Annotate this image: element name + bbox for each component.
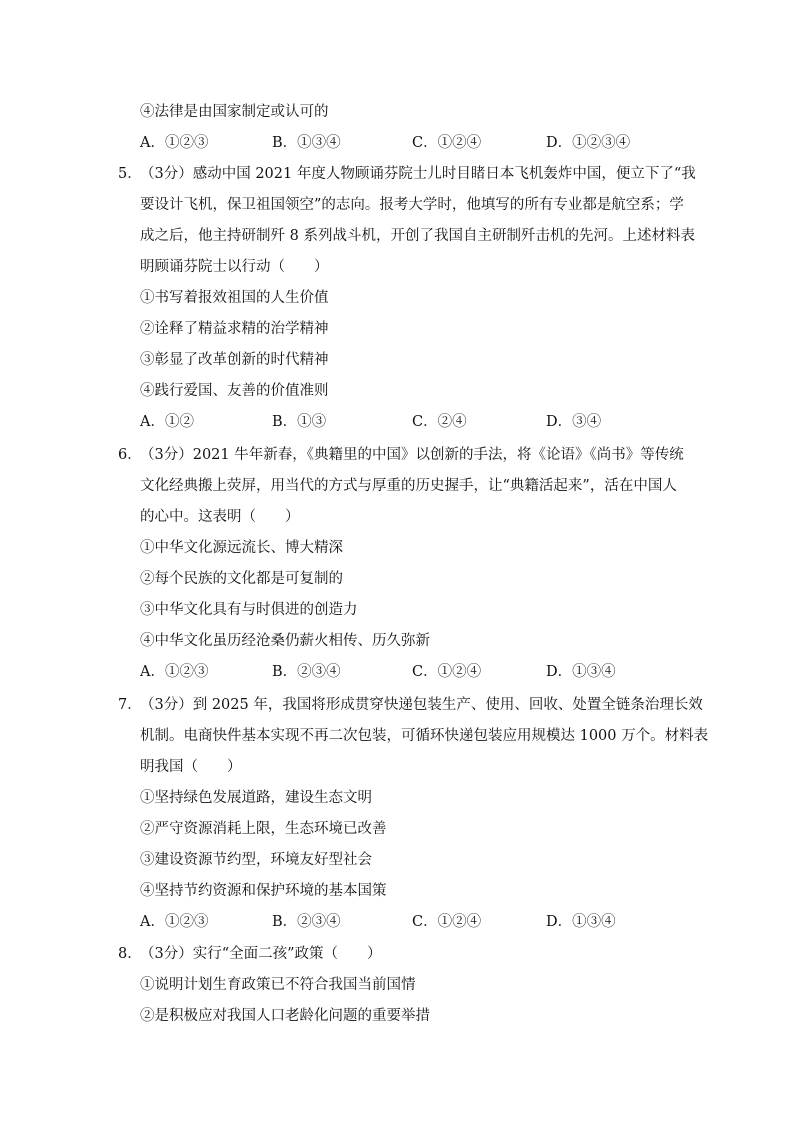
q4-choice-d: D．①②③④ <box>546 135 631 151</box>
q5-stem-line-4: 明顾诵芬院士以行动（ ） <box>140 259 329 275</box>
q5-number: 5． <box>118 166 142 182</box>
q5-option-3: ③彰显了改革创新的时代精神 <box>140 352 329 368</box>
q8-number: 8． <box>118 946 142 962</box>
q5-stem-line-1: 5． （3分）感动中国 2021 年度人物顾诵芬院士儿时目睹日本飞机轰炸中国，便立下了“我 <box>0 159 794 190</box>
q7-stem-line-1: 7． （3分）到 2025 年，我国将形成贯穿快递包装生产、使用、回收、处置全链条治理长效 <box>0 690 794 721</box>
q8-stem-line-1: 8． （3分）实行“全面二孩”政策（ ） <box>0 939 794 970</box>
q7-choice-c: C．①②④ <box>412 914 482 930</box>
q7-choice-b: B．②③④ <box>272 914 341 930</box>
q5-choice-d: D．③④ <box>546 414 602 430</box>
q7-option-3: ③建设资源节约型，环境友好型社会 <box>140 852 372 868</box>
q5-choice-a: A．①② <box>140 414 194 430</box>
q7-stem-line-2: 机制。电商快件基本实现不再二次包装，可循环快递包装应用规模达 1000 万个。材料表 <box>140 728 709 744</box>
q7-choice-a: A．①②③ <box>140 914 209 930</box>
q4-choice-c: C．①②④ <box>412 135 482 151</box>
q7-number: 7． <box>118 697 142 713</box>
q4-choice-b: B．①③④ <box>272 135 341 151</box>
q6-option-3: ③中华文化具有与时俱进的创造力 <box>140 602 358 618</box>
q4-choices <box>0 128 794 159</box>
q8-option-2: ②是积极应对我国人口老龄化问题的重要举措 <box>140 1008 430 1024</box>
q5-choices <box>0 407 794 438</box>
q6-option-1: ①中华文化源远流长、博大精深 <box>140 540 343 556</box>
q6-choice-c: C．①②④ <box>412 664 482 680</box>
q5-option-4: ④践行爱国、友善的价值准则 <box>140 383 329 399</box>
q4-choice-a: A．①②③ <box>140 135 209 151</box>
q5-option-1: ①书写着报效祖国的人生价值 <box>140 290 329 306</box>
q5-choice-c: C．②④ <box>412 414 467 430</box>
q7-stem-line-3: 明我国（ ） <box>140 759 242 775</box>
q6-option-2: ②每个民族的文化都是可复制的 <box>140 571 343 587</box>
q6-choices <box>0 657 794 688</box>
q6-stem-line-3: 的心中。这表明（ ） <box>140 509 300 525</box>
q6-number: 6． <box>118 447 142 463</box>
q7-option-2: ②严守资源消耗上限，生态环境已改善 <box>140 821 387 837</box>
q5-choice-b: B．①③ <box>272 414 327 430</box>
q5-option-2: ②诠释了精益求精的治学精神 <box>140 321 329 337</box>
q8-option-1: ①说明计划生育政策已不符合我国当前国情 <box>140 977 416 993</box>
q6-choice-d: D．①③④ <box>546 664 616 680</box>
q7-choices <box>0 907 794 938</box>
q7-choice-d: D．①③④ <box>546 914 616 930</box>
q4-option-4: ④法律是由国家制定或认可的 <box>140 104 329 120</box>
q6-choice-b: B．②③④ <box>272 664 341 680</box>
q5-stem-line-3: 成之后，他主持研制歼 8 系列战斗机，开创了我国自主研制歼击机的先河。上述材料表 <box>140 228 695 244</box>
q6-stem-line-2: 文化经典搬上荧屏，用当代的方式与厚重的历史握手，让“典籍活起来”，活在中国人 <box>140 478 677 494</box>
q7-option-1: ①坚持绿色发展道路，建设生态文明 <box>140 790 372 806</box>
q7-option-4: ④坚持节约资源和保护环境的基本国策 <box>140 883 387 899</box>
q6-choice-a: A．①②③ <box>140 664 209 680</box>
q6-option-4: ④中华文化虽历经沧桑仍薪火相传、历久弥新 <box>140 633 430 649</box>
q5-stem-line-2: 要设计飞机，保卫祖国领空”的志向。报考大学时，他填写的所有专业都是航空系；学 <box>140 197 684 213</box>
q6-stem-line-1: 6． （3分）2021 牛年新春，《典籍里的中国》以创新的手法，将《论语》《尚书》等传统 <box>0 440 794 471</box>
